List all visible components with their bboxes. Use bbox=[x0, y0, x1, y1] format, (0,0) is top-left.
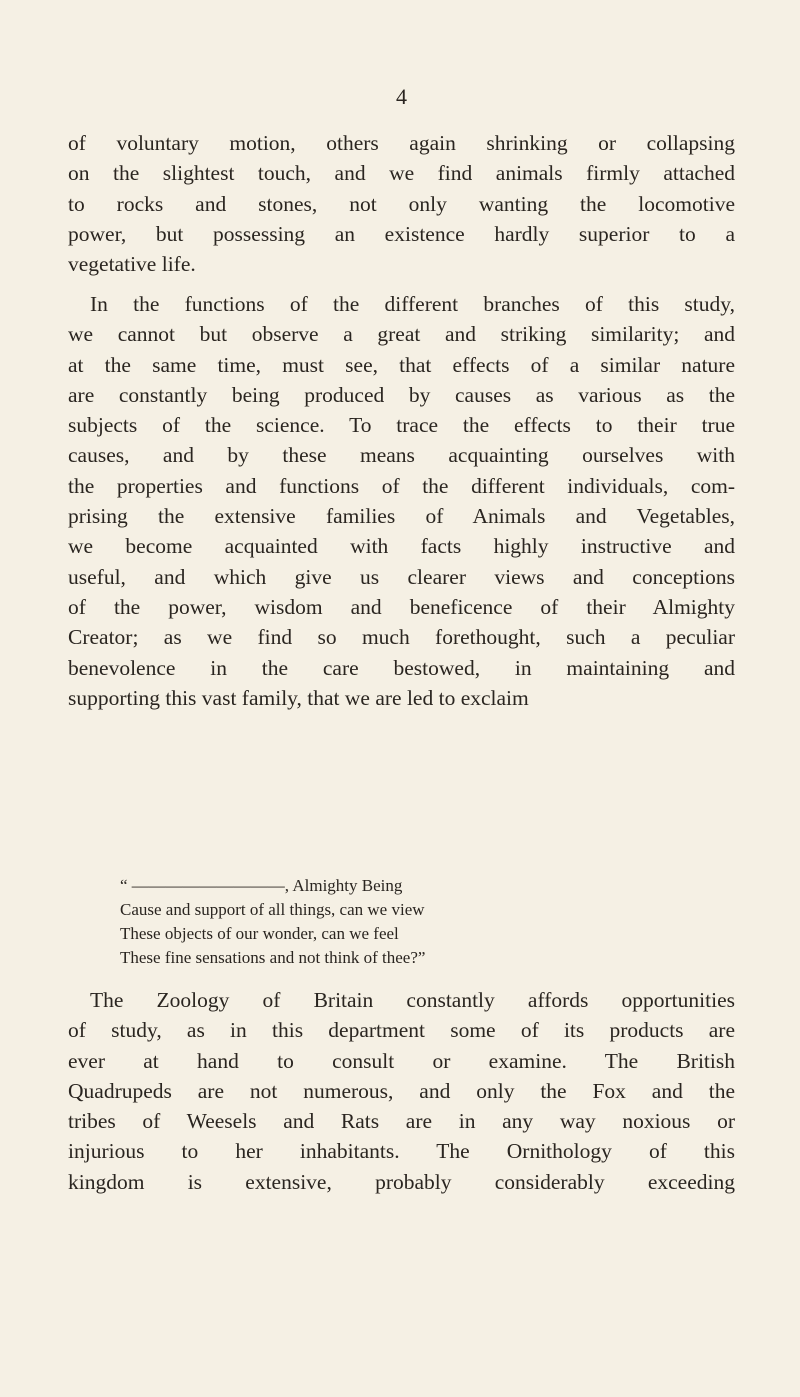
text-line: subjects of the science. To trace the effects to their true bbox=[68, 413, 735, 438]
text-line: kingdom is extensive, probably considerably exceeding bbox=[68, 1169, 735, 1194]
text-line: of the power, wisdom and beneficence of their Almighty bbox=[68, 594, 735, 619]
text-line: In the functions of the different branches of this study, bbox=[90, 292, 735, 316]
text-line: The Zoology of Britain constantly affords opportunities bbox=[90, 988, 735, 1012]
text-line: benevolence in the care bestowed, in maintaining and bbox=[68, 655, 735, 680]
text-line: causes, and by these means acquainting ourselves with bbox=[68, 443, 735, 468]
text-line: on the slightest touch, and we find animals firmly attached bbox=[68, 161, 735, 186]
text-line: to rocks and stones, not only wanting the locomotive bbox=[68, 191, 735, 216]
paragraph-1 bbox=[68, 128, 735, 279]
paragraph-2 bbox=[68, 289, 735, 713]
poem-line: “ —————————, Almighty Being bbox=[120, 876, 403, 895]
text-line: the properties and functions of the different individuals, com- bbox=[68, 473, 735, 498]
text-line: injurious to her inhabitants. The Ornithology of this bbox=[68, 1139, 735, 1164]
text-line: useful, and which give us clearer views and conceptions bbox=[68, 564, 735, 589]
page-number: 4 bbox=[396, 84, 407, 109]
text-line: supporting this vast family, that we are led to exclaim bbox=[68, 685, 529, 710]
poem-line: These objects of our wonder, can we feel bbox=[120, 924, 399, 943]
poem-line: Cause and support of all things, can we view bbox=[120, 900, 425, 919]
text-line: Creator; as we find so much forethought, such a peculiar bbox=[68, 625, 735, 650]
text-line: vegetative life. bbox=[68, 252, 196, 277]
text-line: Quadrupeds are not numerous, and only the Fox and the bbox=[68, 1078, 735, 1103]
text-line: power, but possessing an existence hardly superior to a bbox=[68, 221, 735, 246]
text-line: prising the extensive families of Animals and Vegetables, bbox=[68, 504, 735, 529]
text-line: are constantly being produced by causes as various as the bbox=[68, 382, 735, 407]
text-line: we cannot but observe a great and striking similarity; and bbox=[68, 322, 735, 347]
text-line: of voluntary motion, others again shrinking or collapsing bbox=[68, 131, 735, 155]
text-line: ever at hand to consult or examine. The British bbox=[68, 1048, 735, 1073]
paragraph-3 bbox=[68, 985, 735, 1197]
text-line: we become acquainted with facts highly instructive and bbox=[68, 534, 735, 559]
text-line: tribes of Weesels and Rats are in any way noxious or bbox=[68, 1109, 735, 1134]
poem-quotation bbox=[120, 874, 660, 970]
text-line: at the same time, must see, that effects of a similar nature bbox=[68, 352, 735, 377]
text-line: of study, as in this department some of its products are bbox=[68, 1018, 735, 1043]
poem-line: These fine sensations and not think of thee?” bbox=[120, 948, 426, 967]
